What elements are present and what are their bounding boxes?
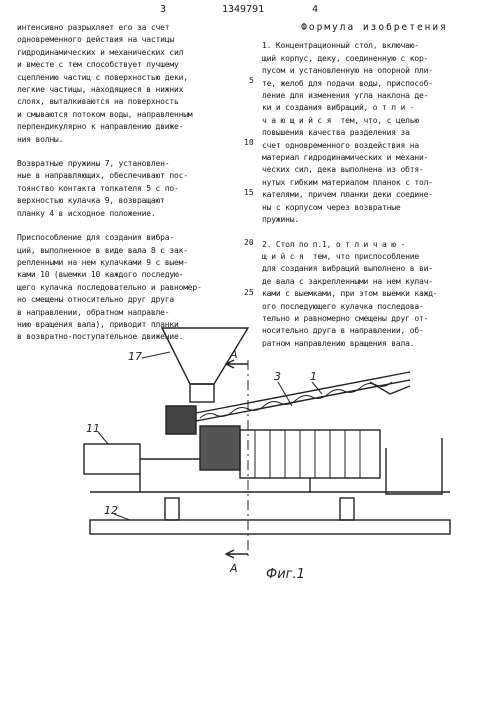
label-base: 12 [104,504,118,517]
left-text-column [17,22,242,344]
label-section-top: А [230,348,238,361]
deck-wave [200,382,392,418]
collection-tank [386,438,442,494]
label-hopper: 17 [128,350,142,363]
claims-heading: Формула изобретения [301,22,448,33]
text-paragraph: Возвратные пружины 7, установлен- ные в направляющих, обеспечивают пос- тоянство контакта толкателя 5 с по- верхностью кулачка 9, возвращают планку 4 в исходное положение. [17,159,188,218]
page-number-right: 4 [312,4,319,15]
support-left [165,498,179,520]
figure-1-drawing [70,322,470,602]
line-number: 10 [244,138,254,147]
cam-housing [200,426,240,470]
text-paragraph: 2. Стол по п.1, о т л и ч а ю - щ и й с я тем, что приспособление для создания вибраций выполнено в ви- де вала с закрепленными на нем кулач- ками с выемками, при этом выемки кажд- ого последующего кулачка последова- тельно и равномерно смещены друг от- носительно друга в направлении, об- ратном направлению вращения вала. [262,239,438,348]
figure-caption: Фиг.1 [266,567,305,582]
text-paragraph: Приспособление для создания вибра- ций, выполненное в виде вала 8 с зак- репленными на нем кулачками 9 с выем- ками 10 (выемки 10 каждого последую- щего кулачка последовательно и равномер- но смещены относительно друг друга в направлении, обратном направле- нию вращения вала), приводит планки в возвратно-поступательное движение. [17,233,202,342]
text-paragraph: 1. Концентрационный стол, включаю- щий корпус, деку, соединенную с кор- пусом и установленную на опорной пли- те, желоб для подачи воды, приспособ- ление для изменения угла наклона де- ки и создания вибраций, о т л и - ч а ю щ и й с я тем, что, с целью повышения качества разделения за счет одновременного воздействия на материал гидродинамических и механи- ческих сил, дека выполнена из обтя- нутых гибким материалом планок с тол- кателями, причем планки деки соедине- ны с корпусом через возвратные пружины. [262,41,433,225]
line-number: 20 [244,238,254,247]
hopper-neck [190,384,214,402]
section-arrow-top [226,360,248,368]
label-plank: 3 [274,370,281,383]
label-motor: 11 [86,422,100,435]
support-mid [340,498,354,520]
drum-ribs [255,430,360,478]
motor [84,444,140,474]
feed-block [166,406,196,434]
page-number-left: 3 [160,4,167,15]
text-paragraph: интенсивно разрыхляет его за счет одновременного действия на частицы гидродинамических и механических сил и вместе с тем способствует лучшему сцеплению частиц с поверхностью деки, легкие частицы, находящиеся в нижних слоях, выталкиваются на поверхность и смываются потоком воды, направленным перпендикулярно к направлению движе- ния волны. [17,23,193,144]
right-text-column [262,22,487,350]
deck-top-edge [170,372,410,418]
label-section-bottom: А [230,562,238,575]
line-number: 5 [249,76,254,85]
base-plate [90,520,450,534]
label-deck: 1 [310,370,317,383]
line-number: 25 [244,288,254,297]
cam-shaft-drum [240,430,380,478]
section-arrow-bottom [226,550,248,558]
line-number: 15 [244,188,254,197]
patent-number: 1349791 [222,4,265,15]
